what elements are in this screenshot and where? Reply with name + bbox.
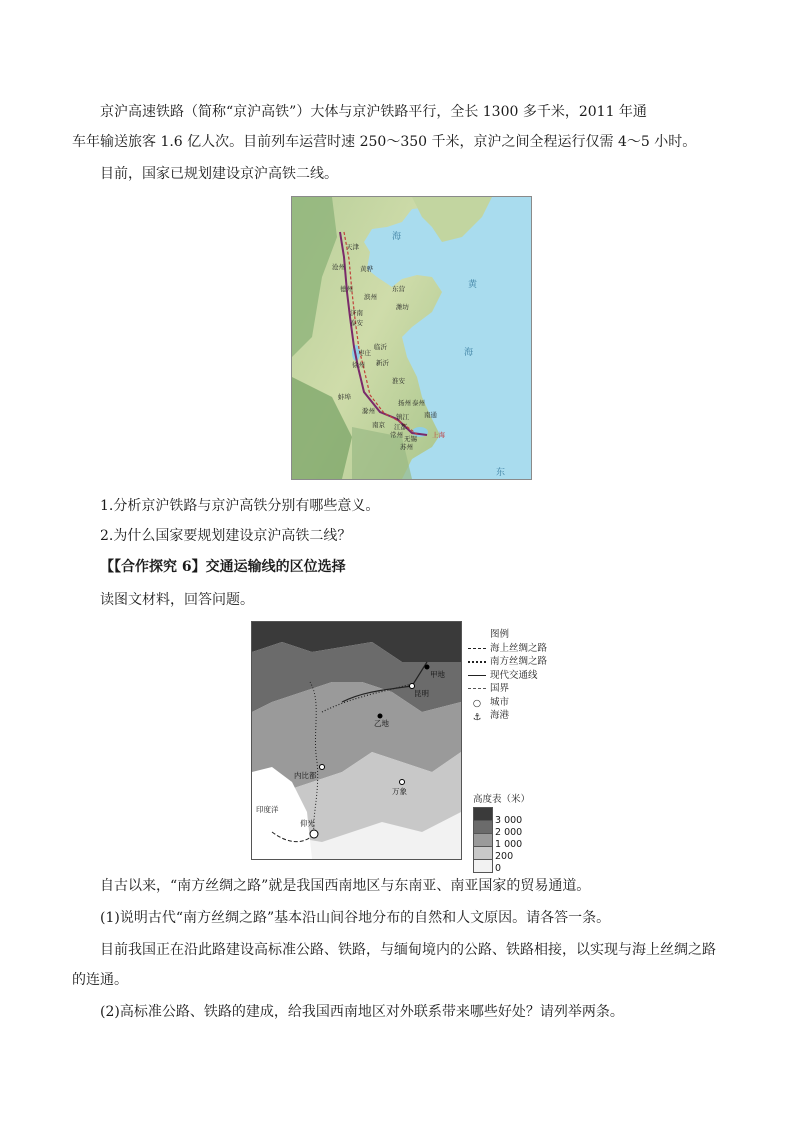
city-label-changzhou: 常州 <box>390 431 403 439</box>
legend-title: 图例 <box>490 629 510 640</box>
legend-label: 国界 <box>490 683 510 694</box>
scale-value: 200 <box>495 851 514 862</box>
city-label-cangzhou: 沧州 <box>332 263 345 271</box>
place-label-yangon: 仰光 <box>300 819 315 828</box>
city-label-wuxi: 无锡 <box>404 435 417 443</box>
scale-value: 2 000 <box>495 827 523 838</box>
place-label-jia: 甲地 <box>430 670 445 679</box>
southern-silk-road-map <box>251 621 462 860</box>
place-label-yi: 乙地 <box>374 719 389 728</box>
scale-value: 1 000 <box>495 839 523 850</box>
elevation-scale <box>473 791 530 873</box>
paragraph-construction-line2: 的连通。 <box>72 972 128 988</box>
scale-value: 3 000 <box>495 815 523 826</box>
anchor-icon: ⚓ <box>472 711 482 723</box>
paragraph-intro-line1: 京沪高速铁路（简称“京沪高铁”）大体与京沪铁路平行，全长 1300 多千米，2011 年通 <box>100 104 647 120</box>
question-3: (1)说明古代“南方丝绸之路”基本沿山间谷地分布的自然和人文原因。请各答一条。 <box>100 910 611 926</box>
city-label-linyi: 临沂 <box>374 343 387 351</box>
city-label-jinan: 济南 <box>350 309 363 317</box>
scale-value: 0 <box>495 863 502 874</box>
scale-swatch <box>473 821 493 834</box>
legend-item <box>468 642 578 656</box>
scale-title: 高度表（米） <box>473 794 531 805</box>
city-label-dezhou: 德州 <box>340 285 353 293</box>
city-label-chuzhou: 滁州 <box>362 407 375 415</box>
sea-label-bohai: 海 <box>392 232 402 242</box>
question-1: 1.分析京沪铁路与京沪高铁分别有哪些意义。 <box>100 498 380 514</box>
sea-label-huang: 黄 <box>468 280 478 290</box>
legend-label: 城市 <box>490 696 510 708</box>
scale-swatch <box>473 834 493 847</box>
place-label-naypyidaw: 内比都 <box>294 771 317 780</box>
city-label-xuzhou: 徐州 <box>352 361 365 369</box>
legend-item <box>468 682 578 696</box>
city-label-huaian: 淮安 <box>392 377 405 385</box>
paragraph-silk-road: 自古以来，“南方丝绸之路”就是我国西南地区与东南亚、南亚国家的贸易通道。 <box>100 878 591 894</box>
legend-item <box>468 709 578 723</box>
paragraph-plan: 目前，国家已规划建设京沪高铁二线。 <box>100 166 338 182</box>
legend-label: 南方丝绸之路 <box>490 656 548 667</box>
scale-swatch <box>473 847 493 860</box>
city-label-taizhou: 泰州 <box>412 399 425 407</box>
border-line-icon <box>468 688 486 689</box>
city-label-yangzhou: 扬州 <box>398 399 411 407</box>
city-label-bengbu: 蚌埠 <box>338 393 351 401</box>
city-label-shanghai: 上海 <box>432 431 445 439</box>
legend-label: 现代交通线 <box>490 669 538 681</box>
dotted-line-icon <box>468 661 486 663</box>
section-title: 【【合作探究 6】交通运输线的区位选择 <box>100 559 346 575</box>
city-label-nanjing: 南京 <box>372 421 385 429</box>
city-label-jiangdu: 江都 <box>394 423 407 431</box>
city-label-nantong: 南通 <box>424 411 437 419</box>
place-label-kunming: 昆明 <box>414 689 429 698</box>
city-label-huanghua: 黄骅 <box>360 265 373 273</box>
city-label-dongying: 东营 <box>392 285 405 293</box>
city-label-zaozhuang: 枣庄 <box>358 349 371 357</box>
question-4: (2)高标准公路、铁路的建成，给我国西南地区对外联系带来哪些好处？请列举两条。 <box>100 1004 624 1020</box>
city-label-binzhou: 滨州 <box>364 293 377 301</box>
sea-label-hai: 海 <box>464 348 474 358</box>
beijing-shanghai-railway-map <box>291 196 532 480</box>
city-label-taian: 泰安 <box>350 319 363 327</box>
legend-label: 海上丝绸之路 <box>490 642 548 654</box>
legend-item <box>468 696 578 710</box>
map-legend <box>468 628 578 723</box>
legend-label: 海港 <box>490 710 510 721</box>
question-2: 2.为什么国家要规划建设京沪高铁二线？ <box>100 528 352 544</box>
solid-line-icon <box>468 675 486 676</box>
paragraph-construction-line1: 目前我国正在沿此路建设高标准公路、铁路，与缅甸境内的公路、铁路相接，以实现与海上丝绸之路 <box>100 942 716 958</box>
city-label-tianjin: 天津 <box>346 243 359 251</box>
legend-item <box>468 655 578 669</box>
sea-label-dong: 东 <box>496 468 506 478</box>
city-dot-icon: ○ <box>472 698 482 710</box>
paragraph-intro-line2: 车年输送旅客 1.6 亿人次。目前列车运营时速 250～350 千米，京沪之间全程运行仅需 4～5 小时。 <box>72 134 697 150</box>
place-label-vientiane: 万象 <box>392 787 407 796</box>
dashed-line-icon <box>468 648 486 649</box>
city-label-suzhou: 苏州 <box>400 443 413 451</box>
city-label-xinyi: 新沂 <box>376 359 389 367</box>
legend-item <box>468 669 578 683</box>
city-label-weifang: 潍坊 <box>396 303 409 311</box>
scale-swatch <box>473 807 493 821</box>
instruction: 读图文材料，回答问题。 <box>100 592 254 608</box>
city-label-zhenjiang: 镇江 <box>396 413 409 421</box>
place-label-indian-ocean: 印度洋 <box>256 805 279 814</box>
